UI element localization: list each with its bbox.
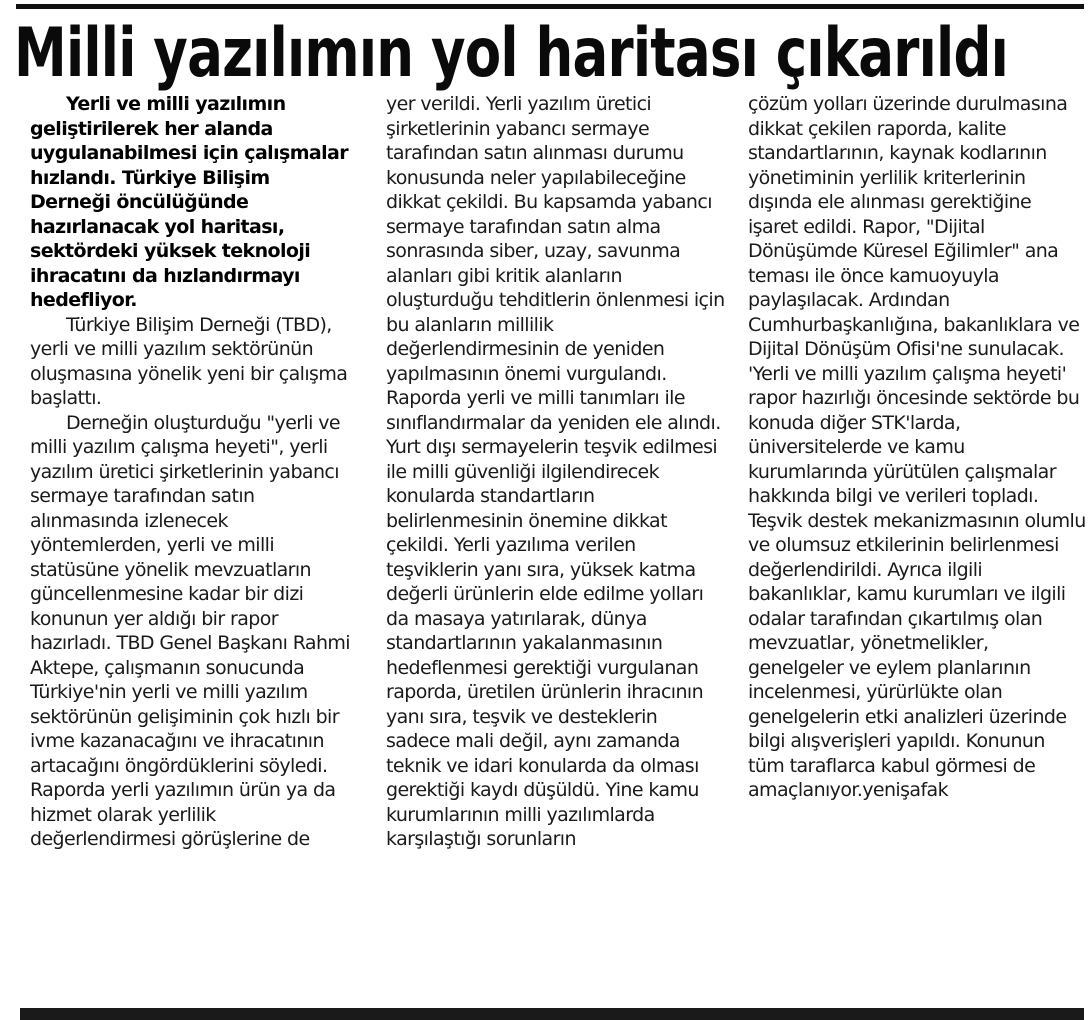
body-paragraph: yer verildi. Yerli yazılım üretici şirketlerinin yabancı sermaye tarafından satın alınması durumu konusunda neler yapılabileceğine dikkat çekildi. Bu kapsamda yabancı sermaye tarafından satın alma sonrasında siber, uzay, savunma alanları gibi kritik alanların oluşturduğu tehditlerin önlenmesi için bu alanların millilik değerlendirmesinin de yeniden yapılmasının önemi vurgulandı. Raporda yerli ve milli tanımları ile sınıflandırmalar da yeniden ele alındı. Yurt dışı sermayelerin teşvik edilmesi ile milli güvenliği ilgilendirecek konularda standartların belirlenmesinin önemine dikkat çekildi. Yerli yazılıma verilen teşviklerin yanı sıra, yüksek katma değerli ürünlerin elde edilme yolları da masaya yatırılarak, dünya standartlarının yakalanmasının hedeflenmesi gerektiği vurgulanan raporda, üretilen ürünlerin ihracının yanı sıra, teşvik ve desteklerin sadece mali değil, aynı zamanda teknik ve idari konularda da olması gerektiği kaydı düşüldü. Yine kamu kurumlarının milli yazılımlarda karşılaştığı sorunların [386, 93, 725, 850]
lead-paragraph: Yerli ve milli yazılımın geliştirilerek her alanda uygulanabilmesi için çalışmalar hızlandı. Türkiye Bilişim Derneği öncülüğünde hazırlanacak yol haritası, sektördeki yüksek teknoloji ihracatını da hızlandırmayı hedefliyor. [30, 93, 349, 311]
body-paragraph: çözüm yolları üzerinde durulmasına dikkat çekilen raporda, kalite standartlarının, kaynak kodlarının yönetiminin yerlilik kriterlerinin dışında ele alınması gerektiğine işaret edildi. Rapor, "Dijital Dönüşümde Küresel Eğilimler" ana teması ile önce kamuoyuyla paylaşılacak. Ardından Cumhurbaşkanlığına, bakanlıklara ve Dijital Dönüşüm Ofisi'ne sunulacak. 'Yerli ve milli yazılım çalışma heyeti' rapor hazırlığı öncesinde sektörde bu konuda diğer STK'larda, üniversitelerde ve kamu kurumlarında yürütülen çalışmalar hakkında bilgi ve verileri topladı. Teşvik destek mekanizmasının olumlu ve olumsuz etkilerinin belirlenmesi değerlendirildi. Ayrıca ilgili bakanlıklar, kamu kurumları ve ilgili odalar tarafından çıkartılmış olan mevzuatlar, yönetmelikler, genelgeler ve eylem planlarının incelenmesi, yürürlükte olan genelgelerin etki analizleri üzerinde bilgi alışverişleri yapıldı. Konunun tüm taraflarca kabul görmesi de amaçlanıyor.yenişafak [748, 93, 1086, 801]
column-3 [748, 92, 1086, 997]
column-2 [386, 92, 726, 997]
body-paragraph: Derneğin oluşturduğu "yerli ve milli yazılım çalışma heyeti", yerli yazılım üretici şirketlerinin yabancı sermaye tarafından satın alınmasında izlenecek yöntemlerden, yerli ve milli statüsüne yönelik mevzuatların güncellenmesine kadar bir dizi konunun yer aldığı bir rapor hazırladı. TBD Genel Başkanı Rahmi Aktepe, çalışmanın sonucunda Türkiye'nin yerli ve milli yazılım sektörünün gelişiminin çok hızlı bir ivme kazanacağını ve ihracatının artacağını öngördüklerini söyledi. Raporda yerli yazılımın ürün ya da hizmet olarak yerlilik değerlendirmesi görüşlerine de [30, 411, 350, 850]
top-rule [16, 4, 1084, 9]
article-body [30, 92, 1086, 997]
bottom-rule [20, 1008, 1084, 1020]
headline: Milli yazılımın yol haritası çıkarıldı [14, 14, 1009, 93]
column-1 [30, 92, 350, 997]
body-paragraph: Türkiye Bilişim Derneği (TBD), yerli ve milli yazılım sektörünün oluşmasına yönelik yeni bir çalışma başlattı. [30, 313, 348, 409]
